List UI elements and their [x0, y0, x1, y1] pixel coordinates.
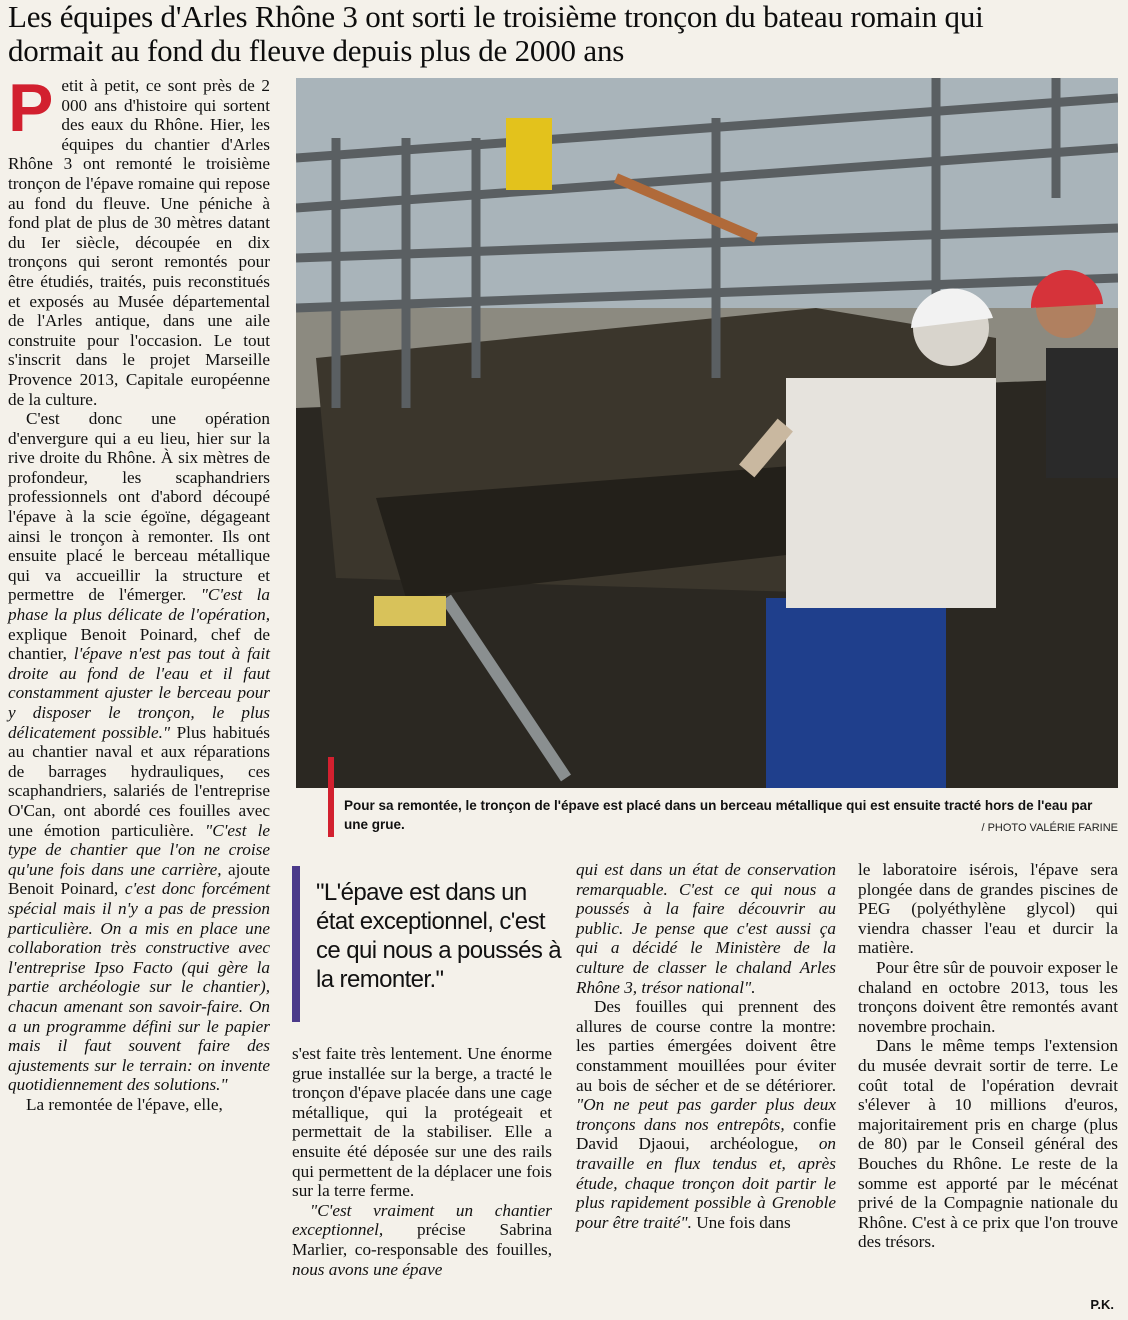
quote-text-inline: "C'est la phase la plus délicate de l'opération, — [8, 585, 270, 625]
paragraph — [8, 70, 270, 409]
paragraph — [8, 409, 270, 1095]
paragraph-text: Des fouilles qui prennent des allures de course contre la montre: les parties émergées doivent être constamment mouillées pour éviter au bois de sécher et de se détériorer. — [576, 997, 836, 1095]
paragraph-text: confie David Djaoui, archéologue, — [576, 1114, 836, 1154]
pull-quote-text: "L'épave est dans un état exceptionnel, c'est ce qui nous a poussés à la remonter." — [316, 879, 562, 993]
quote-text-inline: l'épave n'est pas tout à fait droite au fond de l'eau et il faut constamment ajuster le berceau pour y disposer le tronçon, le plus délicatement possible." — [8, 644, 270, 742]
article-photo — [296, 78, 1118, 788]
paragraph-text: Plus habitués au chantier naval et aux réparations de barrages hydrauliques, ces scaphandriers, salariés de l'entreprise O'Can, ont abordé ces fouilles avec une émotion particulière. — [8, 722, 270, 840]
quote-text-inline: "C'est vraiment un chantier exceptionnel, — [292, 1200, 552, 1240]
paragraph: s'est faite très lentement. Une énorme grue installée sur la berge, a tracté le tronçon d'épave placée dans une cage métallique, qui la protégeait et permettait de la stabiliser. Elle a ensuite été déposée sur une des rails qui permettent de la déplacer une fois sur la terre ferme. — [292, 1044, 552, 1201]
quote-text-inline: c'est donc forcément spécial mais il n'y a pas de pression particulière. On a mis en place une collaboration très constructive avec l'entreprise Ipso Facto (qui gère la partie archéologie sur le chantier), chacun amenant son savoir-faire. On a un programme défini sur le papier mais il faut souvent faire des ajustements sur le terrain: on invente quotidiennement des solutions." — [8, 879, 270, 1095]
quote-text-inline: nous avons une épave — [292, 1259, 443, 1279]
paragraph-text: Une fois dans — [691, 1212, 791, 1232]
quote-text-inline: "C'est le type de chantier que l'on ne croise qu'une fois dans une carrière, — [8, 820, 270, 879]
quote-text-inline: "On ne peut pas garder plus deux tronçons dans nos entrepôts, — [576, 1095, 836, 1134]
caption-accent — [328, 757, 334, 837]
paragraph: Pour être sûr de pouvoir exposer le chaland en octobre 2013, tous les tronçons doivent être remontés avant novembre prochain. — [858, 957, 1118, 1036]
paragraph-text: C'est donc une opération d'envergure qui a eu lieu, hier sur la rive droite du Rhône. À six mètres de profondeur, les scaphandriers professionnels ont d'abord découpé l'épave à la scie égoïne, dégageant ainsi le tronçon à remonter. Ils ont ensuite placé le berceau métallique qui va accueillir la structure et permettre de l'émerger. — [8, 409, 270, 605]
paragraph — [576, 860, 836, 997]
article-column-4 — [858, 860, 1118, 1252]
paragraph — [576, 997, 836, 1232]
quote-text-inline: on travaille en flux tendus et, après étude, chaque tronçon doit partir le plus rapidement possible à Grenoble pour être traité". — [576, 1134, 836, 1232]
article-column-1 — [8, 70, 271, 1114]
paragraph: La remontée de l'épave, elle, — [26, 1094, 223, 1114]
paragraph — [292, 1201, 552, 1279]
paragraph: Dans le même temps l'extension du musée devrait sortir de terre. Le coût total de l'opération devrait s'élever à 10 millions d'euros, majoritairement pris en charge (plus de 80) par le Conseil général des Bouches du Rhône. Le reste de la somme est apporté par le mécénat privé de la Compagnie nationale du Rhône. C'est à ce prix que l'on trouve des trésors. — [858, 1036, 1118, 1252]
paragraph-text: explique Benoit Poinard, chef de chantier, — [8, 624, 270, 664]
pull-quote — [292, 866, 568, 1022]
drop-cap: P — [8, 70, 54, 146]
quote-text-inline: qui est dans un état de conservation remarquable. C'est ce qui nous a poussés à la faire découvrir au public. Je pense que c'est aussi ça qui a décidé le Ministère de la culture de classer le chaland Arles Rhône 3, trésor national". — [576, 860, 836, 997]
photo-caption: Pour sa remontée, le tronçon de l'épave est placé dans un berceau métallique qui est ensuite tracté hors de l'eau par une grue. — [344, 798, 1093, 832]
paragraph-text: etit à petit, ce sont près de 2 000 ans d'histoire qui sortent des eaux du Rhône. Hier, les équipes du chantier d'Arles Rhône 3 ont remonté le troisième tronçon de l'épave romaine qui repose au fond du fleuve. Une péniche à fond plat de plus de 30 mètres datant du Ier siècle, découpée en dix tronçons qui seront remontés pour être étudiés, traités, puis reconstitués et exposés au Musée départemental de l'Arles antique, dans une aile construite pour l'occasion. Le tout s'inscrit dans le projet Marseille Provence 2013, Capitale européenne de la culture. — [8, 76, 270, 409]
headline: Les équipes d'Arles Rhône 3 ont sorti le troisième tronçon du bateau romain qui dormait au fond du fleuve depuis plus de 2000 ans — [8, 0, 984, 68]
scaffold-illustration — [296, 78, 1118, 788]
author-signature: P.K. — [1090, 1297, 1114, 1312]
article-column-3 — [576, 860, 836, 1232]
paragraph: le laboratoire isérois, l'épave sera plongée dans de grandes piscines de PEG (polyéthylène glycol) qui viendra chasser l'eau et durcir la matière. — [858, 860, 1118, 958]
article-column-2 — [292, 1044, 552, 1279]
paragraph-text: ajoute Benoit Poinard, — [8, 859, 271, 899]
photo-credit: / PHOTO VALÉRIE FARINE — [981, 822, 1118, 834]
paragraph-text: précise Sabrina Marlier, co-responsable des fouilles, — [292, 1220, 552, 1259]
